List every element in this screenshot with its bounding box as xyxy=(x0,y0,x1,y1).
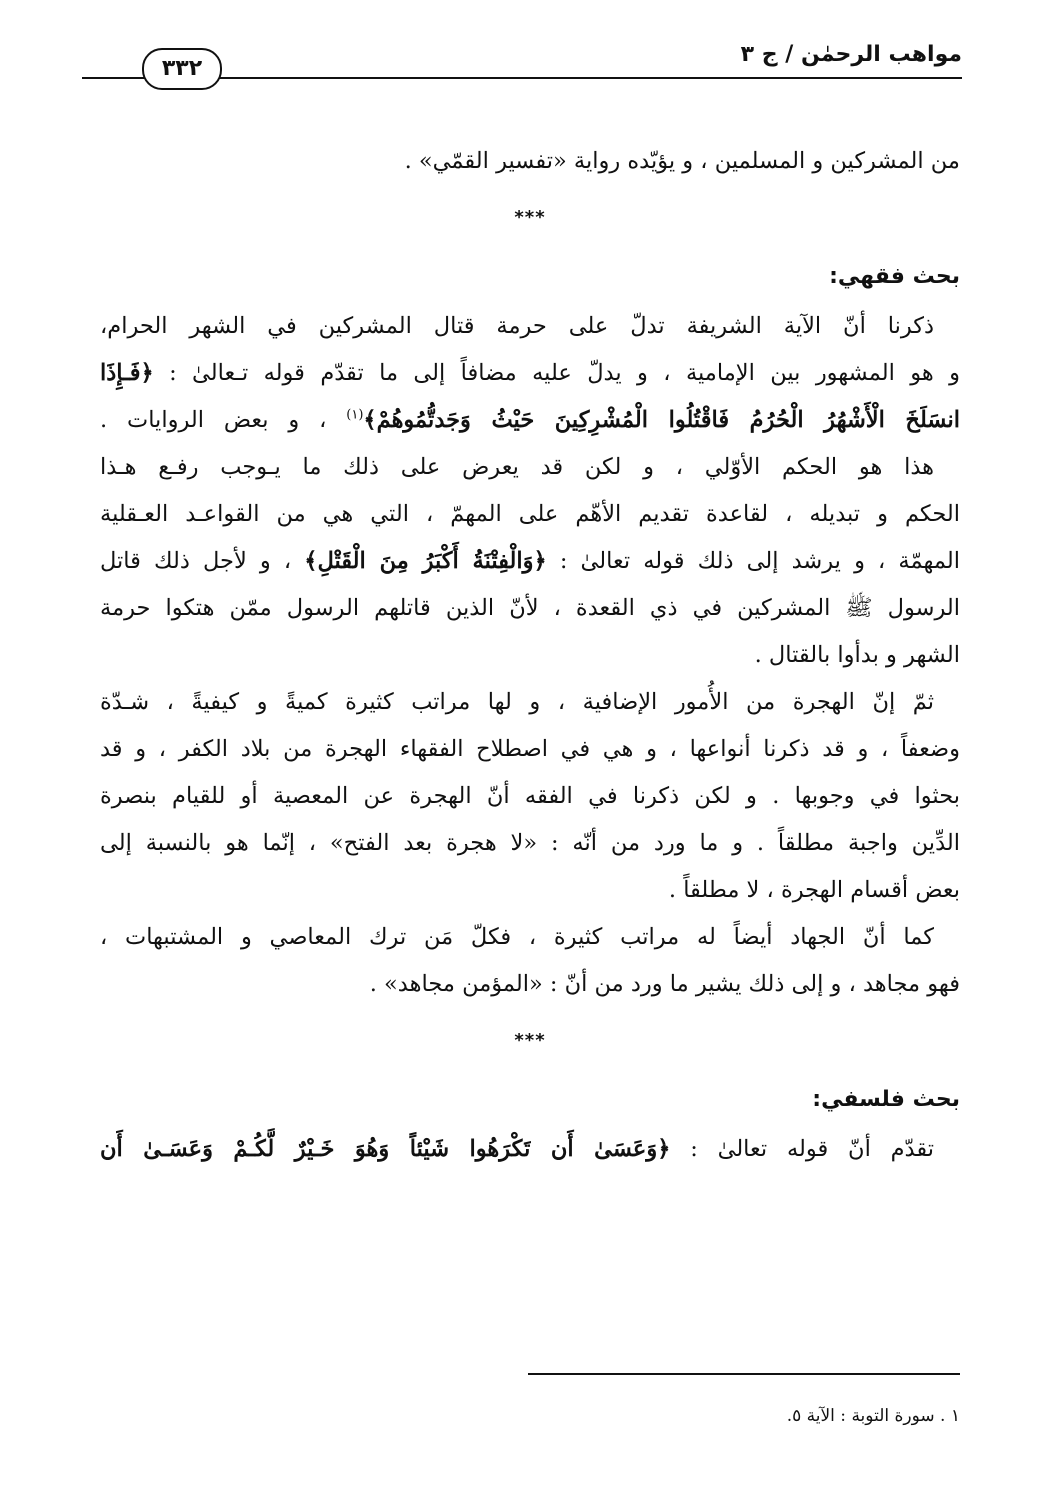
text-line: وضعفاً ، و قد ذكرنا أنواعها ، و هي في اصطلاح الفقهاء الهجرة من بلاد الكفر ، و قد xyxy=(100,736,960,762)
footnote: ١ . سورة التوبة : الآية ٥. xyxy=(786,1406,960,1426)
paragraph xyxy=(100,679,960,914)
section-heading-falsafa: بحث فلسفي: xyxy=(812,1087,960,1112)
paragraph xyxy=(100,1126,960,1173)
text-line: كما أنّ الجهاد أيضاً له مراتب كثيرة ، فكلّ مَن ترك المعاصي و المشتبهات ، xyxy=(100,924,934,950)
section-separator: *** xyxy=(514,1030,546,1051)
section-heading-fiqh: بحث فقهي: xyxy=(829,264,960,289)
quran-verse: انسَلَخَ الْأَشْهُرُ الْحُرُمُ فَاقْتُلُوا الْمُشْرِكِينَ حَيْثُ وَجَدتُّمُوهُمْ﴾ xyxy=(363,407,960,433)
text-line: الدِّين واجبة مطلقاً . و ما ورد من أنّه : «لا هجرة بعد الفتح» ، إنّما هو بالنسبة إلى xyxy=(100,830,960,856)
page-header xyxy=(82,36,962,92)
text-run: و هو المشهور بين الإمامية ، و يدلّ عليه مضافاً إلى ما تقدّم قوله تـعالىٰ : xyxy=(169,360,960,386)
text-line: هذا هو الحكم الأوّلي ، و لكن قد يعرض على ذلك ما يـوجب رفـع هـذا xyxy=(100,454,934,480)
quran-verse: ﴿وَعَسَىٰ أَن تَكْرَهُوا شَيْئاً وَهُوَ خَـيْرٌ لَّكُـمْ وَعَسَـىٰ أَن xyxy=(100,1136,671,1162)
text-line xyxy=(100,350,960,397)
text-line: ثمّ إنّ الهجرة من الأُمور الإضافية ، و لها مراتب كثيرة كميةً و كيفيةً ، شـدّة xyxy=(100,689,934,715)
text-run: ، و لأجل ذلك قاتل xyxy=(100,548,292,574)
text-line xyxy=(100,1126,960,1173)
paragraph xyxy=(100,444,960,679)
running-title: مواهب الرحمٰن / ج ٣ xyxy=(731,40,962,70)
footnote-rule xyxy=(528,1373,960,1375)
text-line: بحثوا في وجوبها . و لكن ذكرنا في الفقه أنّ الهجرة عن المعصية أو للقيام بنصرة xyxy=(100,783,960,809)
text-line xyxy=(100,397,960,444)
text-line: ذكرنا أنّ الآية الشريفة تدلّ على حرمة قتال المشركين في الشهر الحرام، xyxy=(100,313,934,339)
footnote-marker[interactable]: (١) xyxy=(346,407,364,423)
intro-line: من المشركين و المسلمين ، و يؤيّده رواية «تفسير القمّي» . xyxy=(404,148,960,174)
text-run: تقدّم أنّ قوله تعالىٰ : xyxy=(690,1136,934,1162)
text-line: فهو مجاهد ، و إلى ذلك يشير ما ورد من أنّ : «المؤمن مجاهد» . xyxy=(369,971,960,997)
text-line xyxy=(100,538,960,585)
text-run: ، و بعض الروايات . xyxy=(100,407,327,433)
text-line: الحكم و تبديله ، لقاعدة تقديم الأهّم على المهمّ ، التي هي من القواعـد العـقلية xyxy=(100,501,960,527)
paragraph xyxy=(100,914,960,1008)
quran-verse: ﴿وَالْفِتْنَةُ أَكْبَرُ مِنَ الْقَتْلِ﴾ xyxy=(304,548,547,574)
section-separator: *** xyxy=(514,207,546,228)
paragraph xyxy=(100,303,960,444)
text-line: الرسول ﷺ المشركين في ذي القعدة ، لأنّ الذين قاتلهم الرسول ممّن هتكوا حرمة xyxy=(100,595,960,621)
page-number-badge: ٣٣٢ xyxy=(142,48,222,90)
text-line: بعض أقسام الهجرة ، لا مطلقاً . xyxy=(668,877,960,903)
quran-verse: ﴿فَـإِذَا xyxy=(100,360,154,386)
text-line: الشهر و بدأوا بالقتال . xyxy=(754,642,960,668)
text-run: المهمّة ، و يرشد إلى ذلك قوله تعالىٰ : xyxy=(559,548,960,574)
main-text xyxy=(100,138,960,1173)
